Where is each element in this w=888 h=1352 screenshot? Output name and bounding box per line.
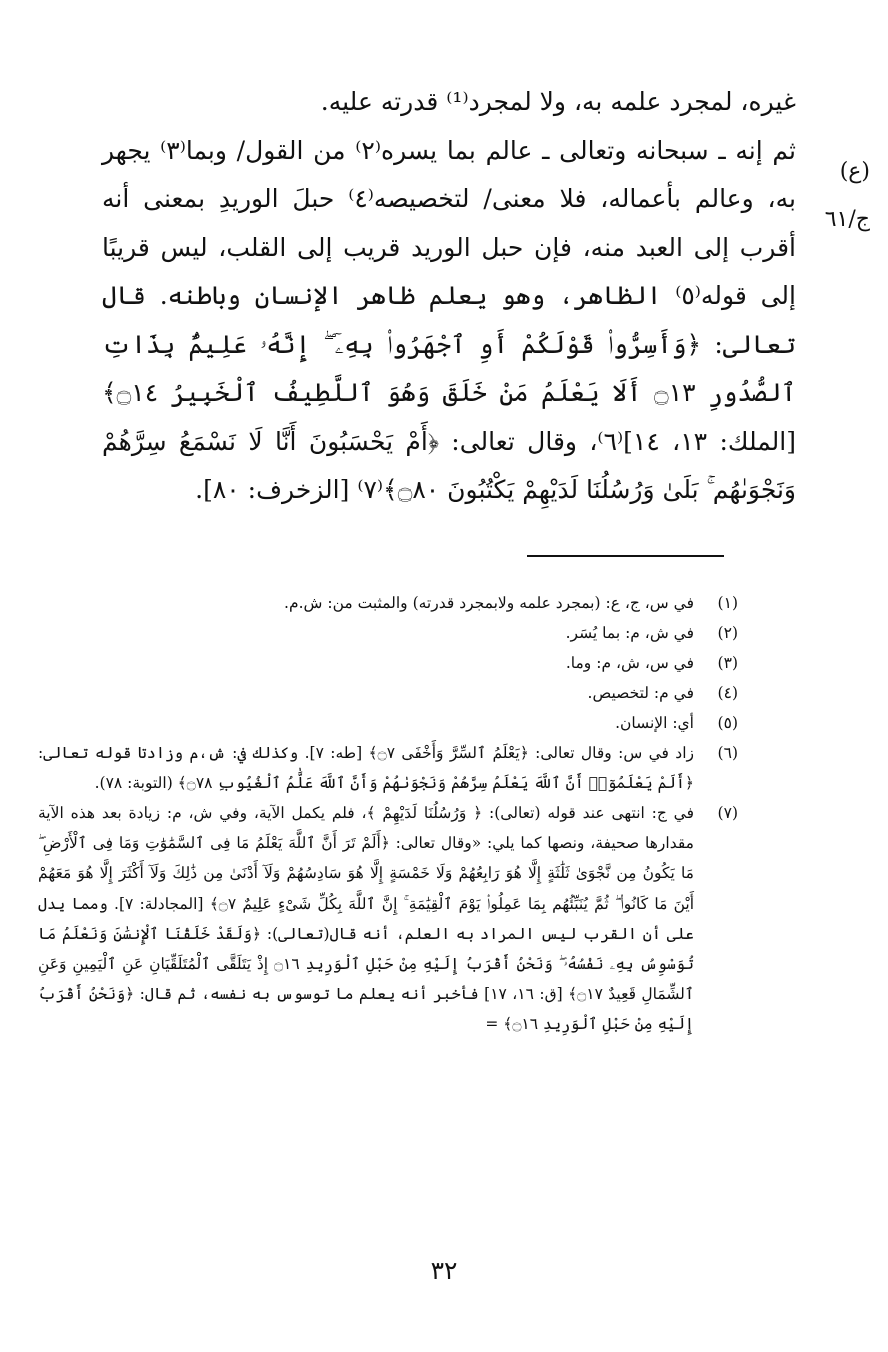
body-line-1: غيره، لمجرد علمه به، ولا لمجرد⁽¹⁾ قدرته عليه. <box>320 87 796 116</box>
footnote-1 <box>38 588 738 618</box>
footnote-divider <box>527 555 724 557</box>
footnote-2 <box>38 618 738 648</box>
manuscript-page-ref: ج/٦١ <box>824 207 870 232</box>
footnote-3 <box>38 648 738 678</box>
margin-notes <box>800 148 870 244</box>
footnote-text: في س، ج، ع: (بمجرد علمه ولابمجرد قدرته) والمثبت من: ش.م. <box>284 594 694 612</box>
main-text <box>102 78 796 515</box>
footnote-4 <box>38 678 738 708</box>
footnote-7 <box>38 798 738 1040</box>
footnote-number: (٥) <box>717 714 738 732</box>
manuscript-label: (ع) <box>839 159 870 184</box>
footnote-text: في م: لتخصيص. <box>587 684 694 702</box>
footnote-text: أي: الإنسان. <box>615 714 694 732</box>
footnote-text: في ج: انتهى عند قوله (تعالى): ﴿ وَرُسُلُنَا لَدَيْهِمْ ﴾، فلم يكمل الآية، وفي ش، م: زيادة بعد هذه الآية مقدارها صحيفة، ونصها كما يلي: «وقال تعالى: ﴿أَلَمْ تَرَ أَنَّ ٱللَّهَ يَعْلَمُ مَا فِى ٱلسَّمَٰوَٰتِ وَمَا فِى ٱلْأَرْضِ ۖ مَا يَكُونُ مِن نَّجْوَىٰ ثَلَٰثَةٍ إِلَّا هُوَ رَابِعُهُمْ وَلَا خَمْسَةٍ إِلَّا هُوَ سَادِسُهُمْ وَلَآ أَدْنَىٰ مِن ذَٰلِكَ وَلَآ أَكْثَرَ إِلَّا هُوَ مَعَهُمْ أَيْنَ مَا كَانُوا۟ ۖ ثُمَّ يُنَبِّئُهُم بِمَا عَمِلُوا۟ يَوْمَ ٱلْقِيَٰمَةِ ۚ إِنَّ ٱللَّهَ بِكُلِّ شَىْءٍ عَلِيمٌ ۝٧﴾ [المجادلة: ٧]. ومما يدل على أن القرب ليس المراد به العلم، أنه قال(تعالى): ﴿وَلَقَدْ خَلَقْنَا ٱلْإِنسَٰنَ وَنَعْلَمُ مَا تُوَسْوِسُ بِهِۦ نَفْسُهُۥ ۖ وَنَحْنُ أَقْرَبُ إِلَيْهِ مِنْ حَبْلِ ٱلْوَرِيدِ ۝١٦ إِذْ يَتَلَقَّى ٱلْمُتَلَقِّيَانِ عَنِ ٱلْيَمِينِ وَعَنِ ٱلشِّمَالِ قَعِيدٌ ۝١٧﴾ [ق: ١٦، ١٧] فأخبر أنه يعلم ما توسوس به نفسه، ثم قال: ﴿وَنَحْنُ أَقْرَبُ إِلَيْهِ مِنْ حَبْلِ ٱلْوَرِيدِ ۝١٦﴾ = <box>38 804 695 1034</box>
footnote-number: (٢) <box>717 624 738 642</box>
footnote-number: (٤) <box>717 684 738 702</box>
footnote-text: في س، ش، م: وما. <box>565 654 694 672</box>
body-paragraph-2: ثم إنه ـ سبحانه وتعالى ـ عالم بما يسره⁽٢⁾ من القول/ وبما⁽٣⁾ يجهر به، وعالم بأعماله، فلا معنى/ لتخصيصه⁽٤⁾ حبلَ الوريدِ بمعنى أنه أقرب إلى العبد منه، فإن حبل الوريد قريب إلى القلب، ليس قريبًا إلى قوله⁽٥⁾ الظاهر، وهو يعلم ظاهر الإنسان وباطنه. قال تعالى: ﴿وَأَسِرُّوا۟ قَوْلَكُمْ أَوِ ٱجْهَرُوا۟ بِهِۦٓ ۖ إِنَّهُۥ عَلِيمٌۢ بِذَاتِ ٱلصُّدُورِ ۝١٣ أَلَا يَعْلَمُ مَنْ خَلَقَ وَهُوَ ٱللَّطِيفُ ٱلْخَبِيرُ ۝١٤﴾ [الملك: ١٣، ١٤]⁽٦⁾، وقال تعالى: ﴿أَمْ يَحْسَبُونَ أَنَّا لَا نَسْمَعُ سِرَّهُمْ وَنَجْوَىٰهُم ۚ بَلَىٰ وَرُسُلُنَا لَدَيْهِمْ يَكْتُبُونَ ۝٨٠﴾⁽٧⁾ [الزخرف: ٨٠]. <box>102 135 797 504</box>
footnote-5 <box>38 708 738 738</box>
footnote-text: زاد في س: وقال تعالى: ﴿يَعْلَمُ ٱلسِّرَّ وَأَخْفَى ۝٧﴾ [طه: ٧]. وكذلك في: ش،م وزادتا قوله تعالى: ﴿أَلَمْ يَعْلَمُوٓا۟ أَنَّ ٱللَّهَ يَعْلَمُ سِرَّهُمْ وَنَجْوَىٰهُمْ وَأَنَّ ٱللَّهَ عَلَّٰمُ ٱلْغُيُوبِ ۝٧٨﴾ (التوبة: ٧٨). <box>38 744 694 792</box>
footnotes <box>38 588 738 1040</box>
footnote-text: في ش، م: بما يُسَر. <box>565 624 694 642</box>
footnote-6 <box>38 738 738 798</box>
page-number: ٣٢ <box>430 1256 458 1285</box>
footnote-number: (٦) <box>717 744 738 762</box>
footnote-number: (١) <box>717 594 738 612</box>
footnote-number: (٣) <box>717 654 738 672</box>
footnote-number: (٧) <box>717 804 738 822</box>
